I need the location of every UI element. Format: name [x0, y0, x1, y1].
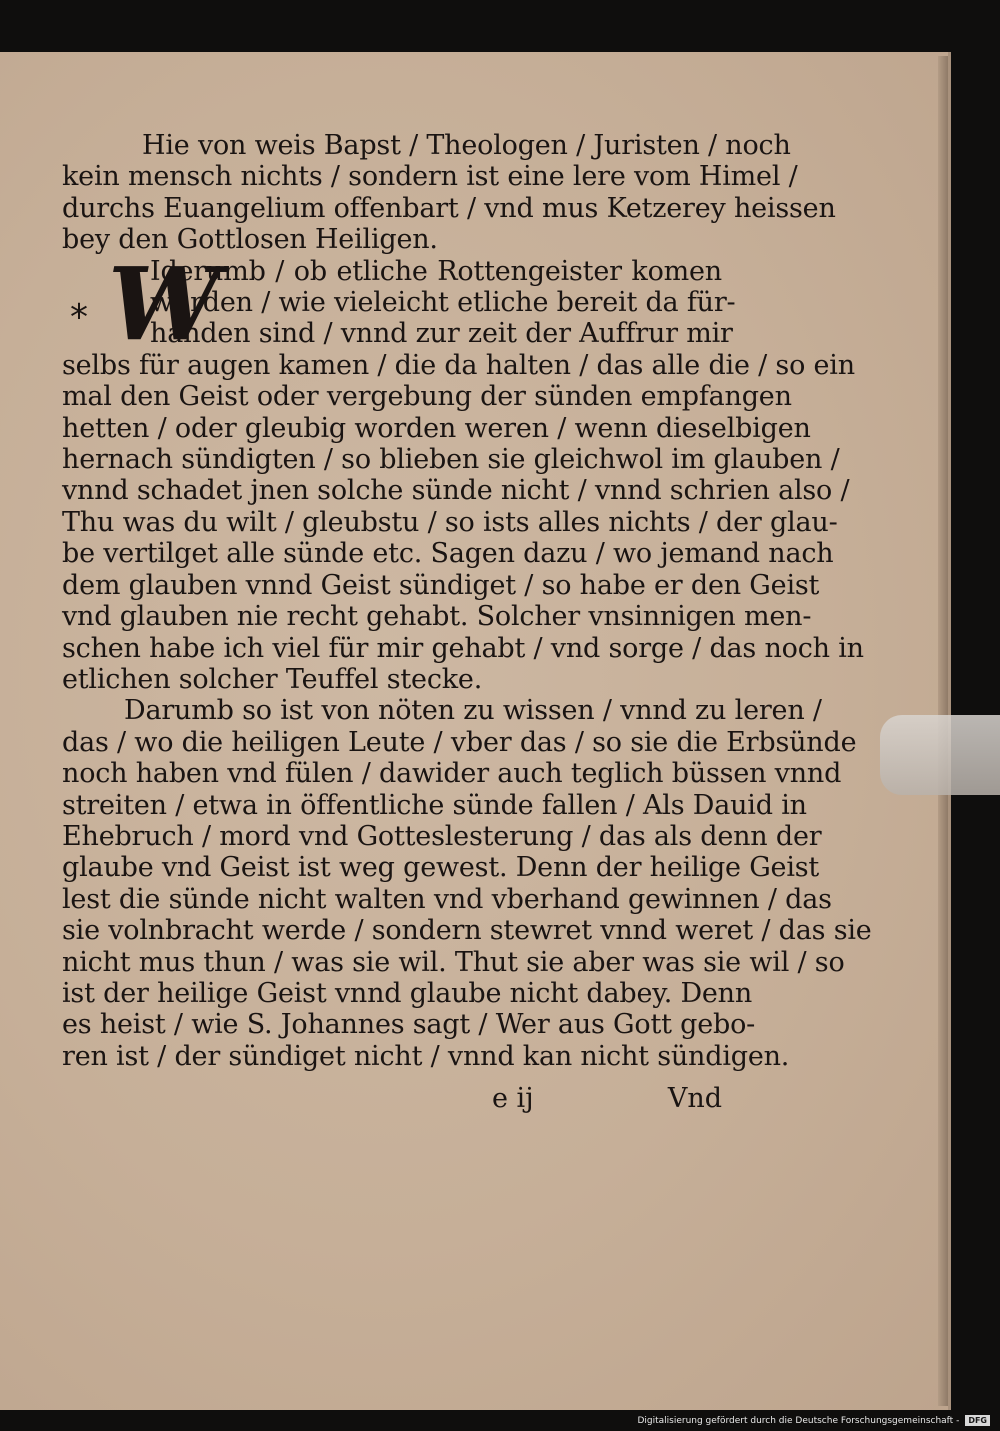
text-line: ist der heilige Geist vnnd glaube nicht dabey. Denn [62, 977, 753, 1009]
text-line: Darumb so ist von nöten zu wissen / vnnd zu leren / [124, 695, 822, 727]
text-line: vnnd schadet jnen solche sünde nicht / vnnd schrien also / [62, 475, 850, 507]
text-line: das / wo die heiligen Leute / vber das / so sie die Erbsünde [62, 726, 857, 758]
text-line: be vertilget alle sünde etc. Sagen dazu / wo jemand nach [62, 538, 834, 570]
text-block [62, 130, 872, 1072]
text-line: es heist / wie S. Johannes sagt / Wer aus Gott gebo- [62, 1009, 756, 1041]
text-line: lest die sünde nicht walten vnd vberhand gewinnen / das [62, 883, 832, 915]
text-line: kein mensch nichts / sondern ist eine lere vom Himel / [62, 161, 798, 193]
dfg-logo: DFG [965, 1415, 990, 1426]
text-line: Iderumb / ob etliche Rottengeister komen [150, 255, 722, 287]
catchword: Vnd [667, 1083, 722, 1114]
text-line: würden / wie vieleicht etliche bereit da für- [150, 287, 736, 319]
text-line: bey den Gottlosen Heiligen. [62, 224, 438, 256]
dropcap: W [108, 244, 221, 363]
dropcap-paragraph [62, 244, 736, 363]
attribution-text: Digitalisierung gefördert durch die Deutsche Forschungsgemeinschaft - [637, 1415, 960, 1426]
text-line: dem glauben vnnd Geist sündiget / so habe er den Geist [62, 569, 820, 601]
text-line: sie volnbracht werde / sondern stewret vnnd weret / das sie [62, 915, 872, 947]
text-line: Ehebruch / mord vnd Gotteslesterung / das als denn der [62, 820, 822, 852]
text-line: handen sind / vnnd zur zeit der Auffrur mir [150, 318, 733, 350]
text-line: hernach sündigten / so blieben sie gleichwol im glauben / [62, 444, 840, 476]
signature-mark: e ij [492, 1083, 534, 1114]
page-footer [62, 1083, 722, 1115]
text-line: mal den Geist oder vergebung der sünden empfangen [62, 381, 792, 413]
text-line: streiten / etwa in öffentliche sünde fallen / Als Dauid in [62, 789, 807, 821]
text-line: ren ist / der sündiget nicht / vnnd kan nicht sündigen. [62, 1040, 790, 1072]
text-line: Hie von weis Bapst / Theologen / Juristen / noch [142, 130, 791, 161]
text-line: durchs Euangelium offenbart / vnd mus Ketzerey heissen [62, 192, 836, 224]
text-line: Thu was du wilt / gleubstu / so ists alles nichts / der glau- [62, 506, 838, 538]
margin-asterisk: * [70, 297, 88, 338]
text-line: etlichen solcher Teuffel stecke. [62, 663, 483, 695]
text-line: selbs für augen kamen / die da halten / das alle die / so ein [62, 349, 855, 381]
text-line: hetten / oder gleubig worden weren / wenn dieselbigen [62, 412, 811, 444]
attribution-bar [637, 1410, 990, 1431]
text-line: noch haben vnd fülen / dawider auch teglich büssen vnnd [62, 758, 842, 790]
text-line: schen habe ich viel für mir gehabt / vnd sorge / das noch in [62, 632, 864, 664]
text-line: nicht mus thun / was sie wil. Thut sie aber was sie wil / so [62, 946, 845, 978]
page-tab-marker [880, 715, 1000, 795]
text-line: glaube vnd Geist ist weg gewest. Denn der heilige Geist [62, 852, 820, 884]
text-line: vnd glauben nie recht gehabt. Solcher vnsinnigen men- [62, 601, 812, 633]
